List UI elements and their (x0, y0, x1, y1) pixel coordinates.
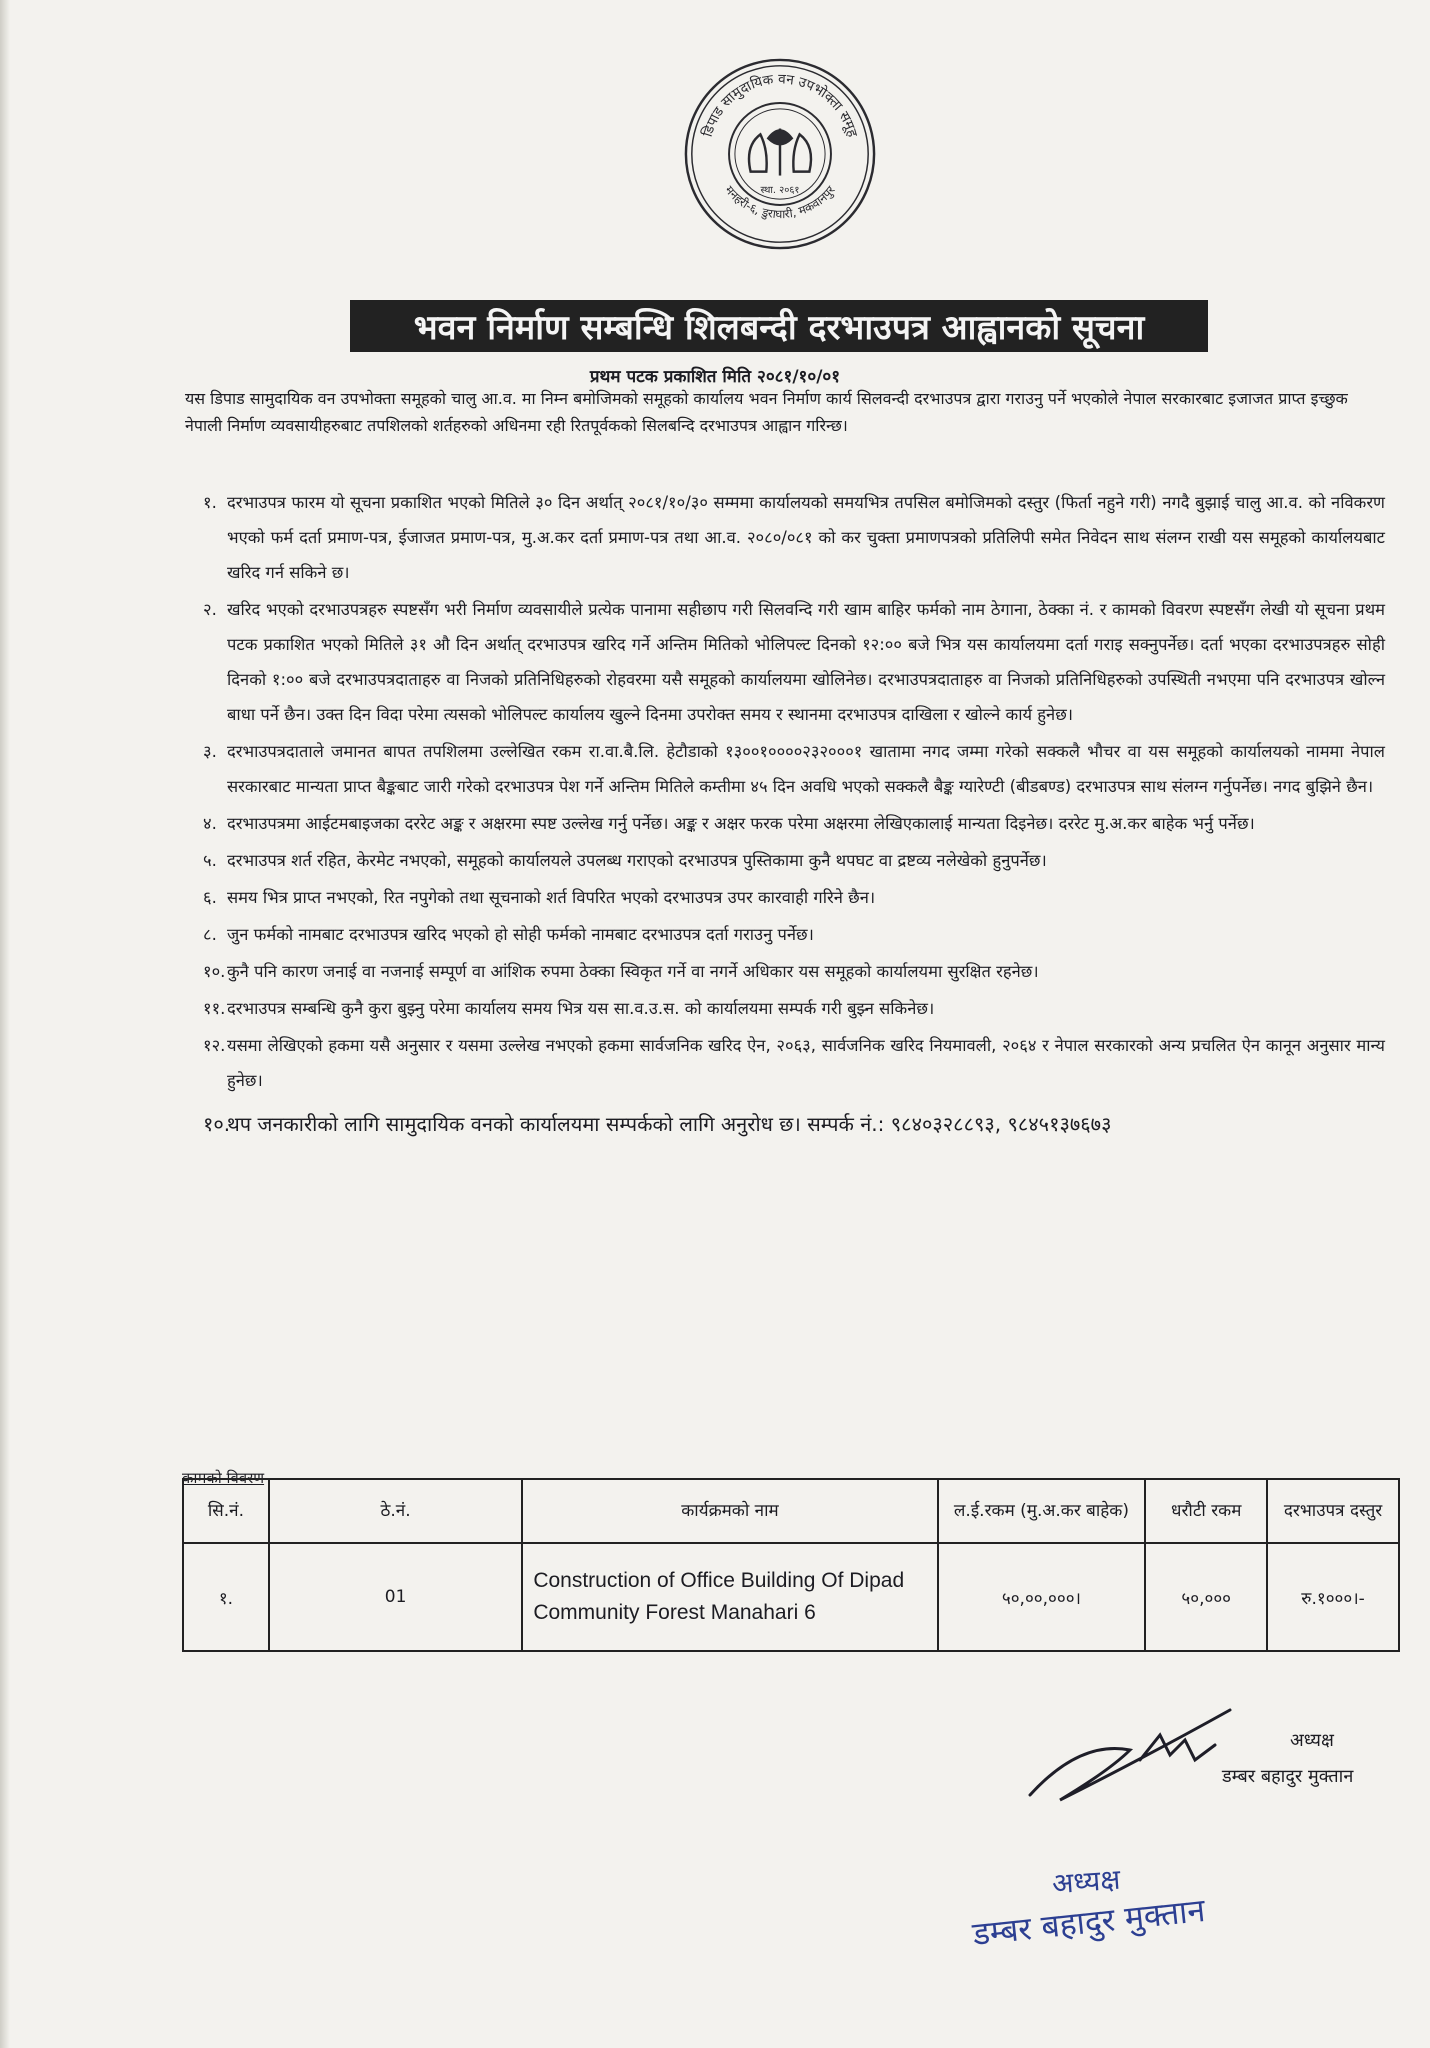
condition-item (185, 485, 1385, 590)
condition-number: २. (203, 600, 217, 619)
condition-text: दरभाउपत्रमा आईटमबाइजका दररेट अङ्क र अक्षरमा स्पष्ट उल्लेख गर्नु पर्नेछ। अङ्क र अक्षर फरक परेमा अक्षरमा लेखिएकालाई मान्यता दिइनेछ। दररेट मु.अ.कर बाहेक भर्नु पर्नेछ। (227, 814, 1255, 833)
condition-text: दरभाउपत्र शर्त रहित, केरमेट नभएको, समूहको कार्यालयले उपलब्ध गराएको दरभाउपत्र पुस्तिकामा कुनै थपघट वा द्रष्टव्य नलेखेको हुनुपर्नेछ। (227, 851, 1047, 870)
condition-number: १०. (203, 962, 226, 981)
notice-title: भवन निर्माण सम्बन्धि शिलबन्दी दरभाउपत्र आह्वानको सूचना (350, 300, 1208, 352)
page-edge-shadow (0, 0, 10, 2048)
stamp-role: अध्यक्ष (1050, 1862, 1122, 1901)
header-estimate: ल.ई.रकम (मु.अ.कर बाहेक) (938, 1479, 1146, 1543)
condition-number: ११. (203, 999, 226, 1018)
table-caption: कामको विवरण (182, 1469, 265, 1487)
condition-text: कुनै पनि कारण जनाई वा नजनाई सम्पूर्ण वा आंशिक रुपमा ठेक्का स्विकृत गर्ने वा नगर्ने अधिकार यस समूहको कार्यालयमा सुरक्षित रहनेछ। (227, 962, 1039, 981)
handwritten-signature (1020, 1700, 1250, 1820)
header-sn: सि.नं. (183, 1479, 269, 1543)
signatory-role: अध्यक्ष (1290, 1730, 1334, 1751)
header-deposit: धरौटी रकम (1145, 1479, 1267, 1543)
condition-item (185, 954, 1385, 989)
condition-item (185, 806, 1385, 841)
contact-item (185, 1102, 1385, 1146)
contact-number-label: १०. (203, 1112, 231, 1136)
condition-item (185, 1028, 1385, 1098)
condition-number: ४. (203, 814, 217, 833)
header-fee: दरभाउपत्र दस्तुर (1267, 1479, 1399, 1543)
condition-text: दरभाउपत्र सम्बन्धि कुनै कुरा बुझ्नु परेमा कार्यालय समय भित्र यस सा.व.उ.स. को कार्यालयमा सम्पर्क गरी बुझ्न सकिनेछ। (227, 999, 935, 1018)
table-header-row (183, 1479, 1399, 1543)
condition-text: दरभाउपत्र फारम यो सूचना प्रकाशित भएको मितिले ३० दिन अर्थात् २०८१/१०/३० सम्ममा कार्यालयको समयभित्र तपसिल बमोजिमको दस्तुर (फिर्ता नहुने गरी) नगदै बुझाई चालु आ.व. को नविकरण भएको फर्म दर्ता प्रमाण-पत्र, ईजाजत प्रमाण-पत्र, मु.अ.कर दर्ता प्रमाण-पत्र तथा आ.व. २०८०/०८१ को कर चुक्ता प्रमाणपत्रको प्रतिलिपी समेत निवेदन साथ संलग्न राखी यस समूहको कार्यालयबाट खरिद गर्न सकिने छ। (227, 493, 1385, 582)
condition-number: ६. (203, 888, 217, 907)
cell-sn: १. (183, 1543, 269, 1651)
conditions-list (185, 485, 1385, 1148)
signature-scribble-text: Sign (1220, 1810, 1223, 1811)
cell-contract-no: 01 (269, 1543, 522, 1651)
cell-estimate: ५०,००,०००। (938, 1543, 1146, 1651)
publication-date: प्रथम पटक प्रकाशित मिति २०८१/१०/०१ (589, 367, 841, 387)
condition-text: यसमा लेखिएको हकमा यसै अनुसार र यसमा उल्लेख नभएको हकमा सार्वजनिक खरिद ऐन, २०६३, सार्वजनिक खरिद नियमावली, २०६४ र नेपाल सरकारको अन्य प्रचलित ऐन कानून अनुसार मान्य हुनेछ। (227, 1036, 1385, 1090)
condition-item (185, 880, 1385, 915)
header-contract-no: ठे.नं. (269, 1479, 522, 1543)
condition-number: ८. (203, 925, 217, 944)
condition-item (185, 592, 1385, 732)
seal-location-text: मनहरी-६, डुराघारी, मकवानपुर (722, 183, 838, 222)
condition-number: १. (203, 493, 217, 512)
seal-established: स्था. २०६१ (760, 185, 800, 197)
contact-text: थप जनकारीको लागि सामुदायिक वनको कार्यालयमा सम्पर्कको लागि अनुरोध छ। सम्पर्क नं.: ९८४०३२८८९३, ९८४५१३७६७३ (227, 1112, 1112, 1136)
signatory-name: डम्बर बहादुर मुक्तान (1222, 1766, 1354, 1787)
condition-text: जुन फर्मको नामबाट दरभाउपत्र खरिद भएको हो सोही फर्मको नामबाट दरभाउपत्र दर्ता गराउनु पर्नेछ। (227, 925, 814, 944)
condition-item (185, 991, 1385, 1026)
condition-number: १२. (203, 1036, 226, 1055)
stamp-name: डम्बर बहादुर मुक्तान (970, 1890, 1207, 1954)
condition-text: दरभाउपत्रदाताले जमानत बापत तपशिलमा उल्लेखित रकम रा.वा.बै.लि. हेटौडाको १३००१००००२३२०००१ खातामा नगद जम्मा गरेको सक्कलै भौचर वा यस समूहको कार्यालयको नाममा नेपाल सरकारबाट मान्यता प्राप्त बैङ्कबाट जारी गरेको दरभाउपत्र पेश गर्ने अन्तिम मितिले कम्तीमा ४५ दिन अवधि भएको सक्कलै बैङ्क ग्यारेण्टी (बीडबण्ड) दरभाउपत्र साथ संलग्न गर्नुपर्नेछ। नगद बुझिने छैन। (227, 742, 1385, 796)
notice-intro: यस डिपाड सामुदायिक वन उपभोक्ता समूहको चालु आ.व. मा निम्न बमोजिमको समूहको कार्यालय भवन निर्माण कार्य सिलवन्दी दरभाउपत्र द्वारा गराउनु पर्ने भएकोले नेपाल सरकारबाट इजाजत प्राप्त इच्छुक नेपाली निर्माण व्यवसायीहरुबाट तपशिलको शर्तहरुको अधिनमा रही रितपूर्वकको सिलबन्दि दरभाउपत्र आह्वान गरिन्छ। (185, 389, 1348, 435)
condition-item (185, 917, 1385, 952)
cell-program-name: Construction of Office Building Of Dipad Community Forest Manahari 6 (522, 1543, 937, 1651)
condition-item (185, 843, 1385, 878)
cell-fee: रु.१०००।- (1267, 1543, 1399, 1651)
condition-text: खरिद भएको दरभाउपत्रहरु स्पष्टसँग भरी निर्माण व्यवसायीले प्रत्येक पानामा सहीछाप गरी सिलवन्दि गरी खाम बाहिर फर्मको नाम ठेगाना, ठेक्का नं. र कामको विवरण स्पष्टसँग लेखी यो सूचना प्रथम पटक प्रकाशित भएको मितिले ३१ औ दिन अर्थात् दरभाउपत्र खरिद गर्ने अन्तिम मितिको भोलिपल्ट दिनको १२:०० बजे भित्र यस कार्यालयमा दर्ता गराइ सक्नुपर्नेछ। दर्ता भएका दरभाउपत्रहरु सोही दिनको १:०० बजे दरभाउपत्रदाताहरु वा निजको प्रतिनिधिहरुको रोहवरमा यसै समूहको कार्यालयमा खोलिनेछ। दरभाउपत्रदाताहरु वा निजको प्रतिनिधिहरुको उपस्थिती नभएमा पनि दरभाउपत्र खोल्न बाधा पर्ने छैन। उक्त दिन विदा परेमा त्यसको भोलिपल्ट कार्यालय खुल्ने दिनमा उपरोक्त समय र स्थानमा दरभाउपत्र दाखिला र खोल्ने कार्य हुनेछ। (227, 600, 1385, 724)
condition-item (185, 734, 1385, 804)
condition-number: ५. (203, 851, 217, 870)
work-details-table (182, 1478, 1400, 1652)
condition-text: समय भित्र प्राप्त नभएको, रित नपुगेको तथा सूचनाको शर्त विपरित भएको दरभाउपत्र उपर कारवाही गरिने छैन। (227, 888, 876, 907)
seal-outer-text: डिपाड सामुदायिक वन उपभोक्ता समूह (699, 71, 861, 139)
cell-deposit: ५०,००० (1145, 1543, 1267, 1651)
organization-seal (682, 56, 878, 252)
header-program-name: कार्यक्रमको नाम (522, 1479, 937, 1543)
table-row (183, 1543, 1399, 1651)
condition-number: ३. (203, 742, 217, 761)
seal-emblem-icon (749, 129, 811, 176)
